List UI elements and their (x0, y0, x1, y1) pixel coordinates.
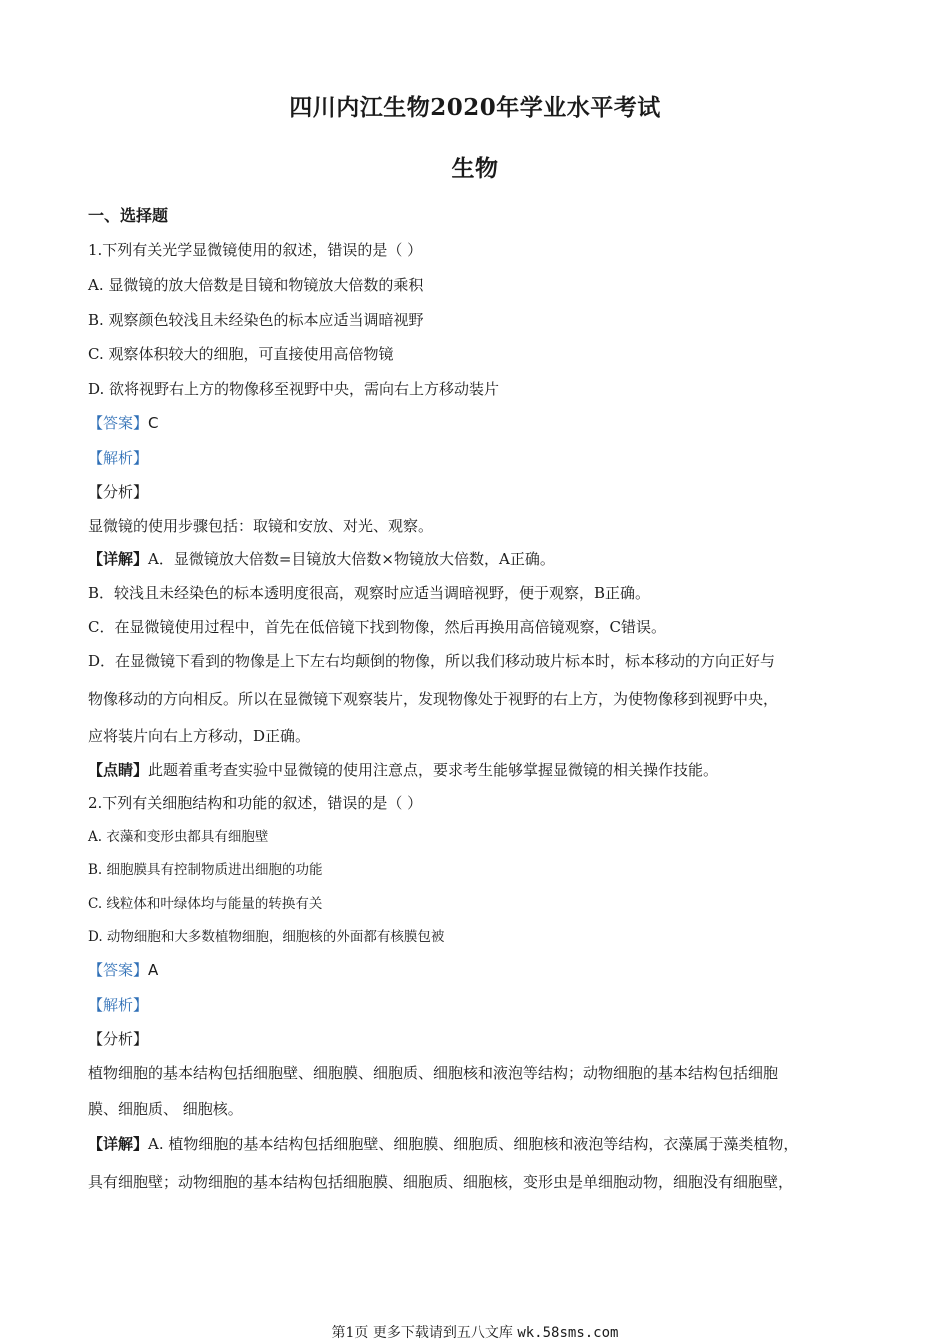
question-1-option-c: C. 观察体积较大的细胞，可直接使用高倍物镜 (88, 345, 394, 363)
question-2-analysis-tag: 【解析】 (88, 996, 149, 1014)
question-1-fenxi-tag: 【分析】 (88, 483, 149, 501)
question-2-detail-2: 具有细胞壁；动物细胞的基本结构包括细胞膜、细胞质、细胞核，变形虫是单细胞动物，细胞没有细胞壁， (88, 1173, 794, 1191)
question-2-option-b: B. 细胞膜具有控制物质进出细胞的功能 (88, 862, 323, 878)
document-title: 四川内江生物2020年学业水平考试 (289, 94, 661, 121)
question-1-dianjing (88, 759, 718, 781)
question-1-option-b: B. 观察颜色较浅且未经染色的标本应适当调暗视野 (88, 311, 424, 329)
question-2-answer (88, 959, 158, 981)
question-1-option-a: A. 显微镜的放大倍数是目镜和物镜放大倍数的乘积 (88, 276, 424, 294)
dianjing-text: 此题着重考查实验中显微镜的使用注意点，要求考生能够掌握显微镜的相关操作技能。 (148, 761, 719, 779)
question-2-detail-1 (88, 1133, 798, 1155)
answer-tag: 【答案】 (88, 961, 149, 979)
section-heading: 一、选择题 (88, 206, 169, 225)
question-1-detail-3: C．在显微镜使用过程中，首先在低倍镜下找到物像，然后再换用高倍镜观察，C错误。 (88, 618, 666, 636)
footer-link[interactable]: wk.58sms.com (517, 1325, 619, 1341)
document-subtitle: 生物 (451, 155, 499, 182)
question-1-option-d: D. 欲将视野右上方的物像移至视野中央，需向右上方移动装片 (88, 380, 500, 398)
question-2-option-d: D. 动物细胞和大多数植物细胞，细胞核的外面都有核膜包被 (88, 929, 445, 945)
question-2-fenxi-tag: 【分析】 (88, 1030, 149, 1048)
answer-value: A (148, 961, 159, 979)
question-2-option-c: C. 线粒体和叶绿体均与能量的转换有关 (88, 896, 323, 912)
footer-text: 第1页 更多下载请到五八文库 (331, 1325, 513, 1341)
dianjing-tag: 【点睛】 (88, 761, 149, 779)
answer-tag: 【答案】 (88, 414, 149, 432)
question-2-fenxi-2: 膜、细胞质、 细胞核。 (88, 1100, 243, 1118)
question-1-detail-2: B．较浅且未经染色的标本透明度很高，观察时应适当调暗视野，便于观察，B正确。 (88, 584, 651, 602)
page-footer (0, 1322, 950, 1342)
detail-text: A. 植物细胞的基本结构包括细胞壁、细胞膜、细胞质、细胞核和液泡等结构，衣藻属于藻类植物， (148, 1135, 799, 1153)
detail-text: A．显微镜放大倍数=目镜放大倍数×物镜放大倍数，A正确。 (148, 550, 555, 568)
question-2-option-a: A. 衣藻和变形虫都具有细胞壁 (88, 829, 269, 845)
question-1-stem: 1.下列有关光学显微镜使用的叙述，错误的是（ ） (88, 241, 423, 259)
question-1-detail-4c: 应将装片向右上方移动，D正确。 (88, 727, 311, 745)
question-1-analysis-tag: 【解析】 (88, 449, 149, 467)
detail-tag: 【详解】 (88, 1135, 149, 1153)
question-2-fenxi-1: 植物细胞的基本结构包括细胞壁、细胞膜、细胞质、细胞核和液泡等结构；动物细胞的基本结构包括细胞 (88, 1064, 779, 1082)
question-1-fenxi: 显微镜的使用步骤包括：取镜和安放、对光、观察。 (88, 517, 434, 535)
answer-value: C (148, 414, 159, 432)
question-1-detail-4a: D．在显微镜下看到的物像是上下左右均颠倒的物像，所以我们移动玻片标本时，标本移动的方向正好与 (88, 652, 776, 670)
question-1-detail-1 (88, 548, 555, 570)
detail-tag: 【详解】 (88, 550, 149, 568)
question-2-stem: 2.下列有关细胞结构和功能的叙述，错误的是（ ） (88, 794, 423, 812)
question-1-answer (88, 412, 159, 434)
question-1-detail-4b: 物像移动的方向相反。所以在显微镜下观察装片，发现物像处于视野的右上方，为使物像移到视野中央， (88, 690, 779, 708)
